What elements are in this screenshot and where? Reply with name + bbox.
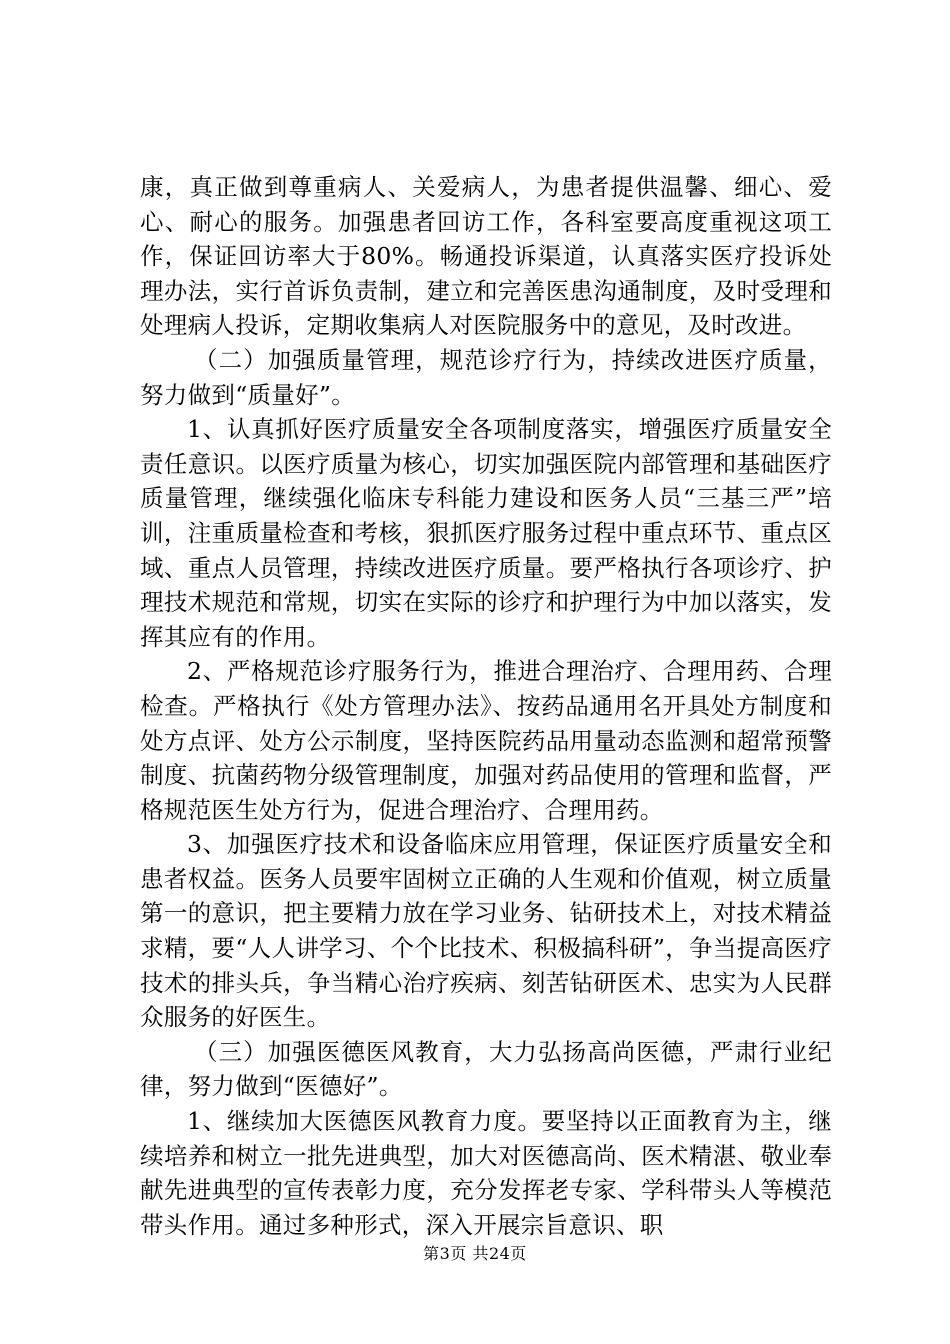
list-item-2-2: 2、严格规范诊疗服务行为，推进合理治疗、合理用药、合理检查。严格执行《处方管理办法》、按药品通用名开具处方制度和处方点评、处方公示制度，坚持医院药品用量动态监测和超常预警制度、抗菌药物分级管理制度，加强对药品使用的管理和监督，严格规范医生处方行为，促进合理治疗、合理用药。 [140, 657, 832, 824]
list-item-2-3: 3、加强医疗技术和设备临床应用管理，保证医疗质量安全和患者权益。医务人员要牢固树立正确的人生观和价值观，树立质量第一的意识，把主要精力放在学习业务、钻研技术上，对技术精益求精，要“人人讲学习、个个比技术、积极搞科研”，争当提高医疗技术的排头兵，争当精心治疗疾病、刻苦钻研医术、忠实为人民群众服务的好医生。 [140, 830, 832, 1032]
document-body [140, 170, 832, 1242]
list-item-3-1: 1、继续加大医德医风教育力度。要坚持以正面教育为主，继续培养和树立一批先进典型，加大对医德高尚、医术精湛、敬业奉献先进典型的宣传表彰力度，充分发挥老专家、学科带头人等模范带头作用。通过多种形式，深入开展宗旨意识、职 [140, 1107, 832, 1239]
list-item-2-1: 1、认真抓好医疗质量安全各项制度落实，增强医疗质量安全责任意识。以医疗质量为核心，切实加强医院内部管理和基础医疗质量管理，继续强化临床专科能力建设和医务人员“三基三严”培训，注重质量检查和考核，狠抓医疗服务过程中重点环节、重点区域、重点人员管理，持续改进医疗质量。要严格执行各项诊疗、护理技术规范和常规，切实在实际的诊疗和护理行为中加以落实，发挥其应有的作用。 [140, 415, 832, 651]
section-heading-2: （二）加强质量管理，规范诊疗行为，持续改进医疗质量，努力做到“质量好”。 [140, 345, 832, 409]
section-heading-3: （三）加强医德医风教育，大力弘扬高尚医德，严肃行业纪律，努力做到“医德好”。 [140, 1037, 832, 1101]
paragraph-continuation: 康，真正做到尊重病人、关爱病人，为患者提供温馨、细心、爱心、耐心的服务。加强患者回访工作，各科室要高度重视这项工作，保证回访率大于80%。畅通投诉渠道，认真落实医疗投诉处理办法，实行首诉负责制，建立和完善医患沟通制度，及时受理和处理病人投诉，定期收集病人对医院服务中的意见，及时改进。 [140, 173, 832, 340]
page-footer: 第3页 共24页 [423, 1244, 527, 1263]
